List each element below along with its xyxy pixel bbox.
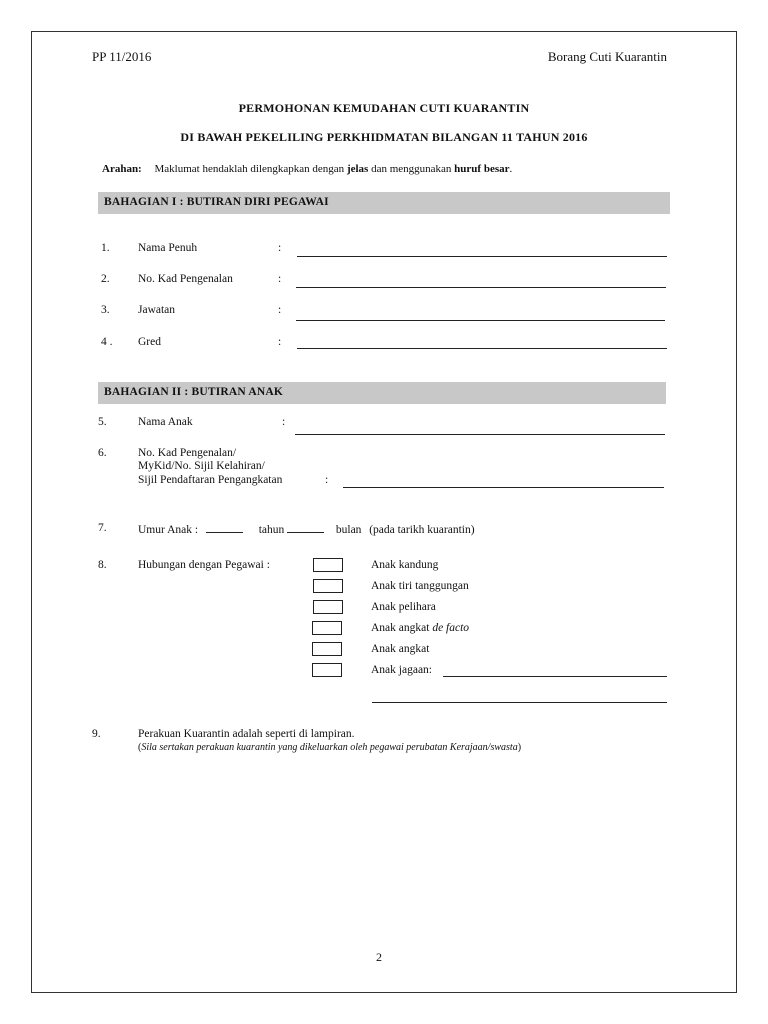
instruction-bold-clear: jelas <box>346 163 369 175</box>
note-open-paren: ( <box>138 742 142 753</box>
option-adopted-child: Anak angkat <box>371 643 430 655</box>
age-years-field[interactable] <box>206 522 243 533</box>
item5-number: 5. <box>98 416 107 428</box>
position-field[interactable] <box>296 320 665 321</box>
form-name: Borang Cuti Kuarantin <box>547 49 667 64</box>
form-title: PERMOHONAN KEMUDAHAN CUTI KUARANTIN <box>238 101 530 115</box>
ward-specify-field[interactable] <box>443 676 667 677</box>
months-label: bulan <box>335 524 362 536</box>
option-de-facto-adopted-label: Anak angkat <box>371 622 433 634</box>
checkbox-de-facto-adopted[interactable] <box>312 621 342 635</box>
instruction-label: Arahan: <box>102 163 142 175</box>
page-number: 2 <box>376 950 382 964</box>
child-age <box>138 522 475 536</box>
option-foster-child: Anak pelihara <box>371 601 436 613</box>
child-id-colon: : <box>325 474 329 486</box>
age-months-field[interactable] <box>287 522 324 533</box>
age-note: (pada tarikh kuarantin) <box>369 524 475 536</box>
item7-number: 7. <box>98 522 107 534</box>
item1-number: 1. <box>101 242 110 254</box>
quarantine-certificate-text: Perakuan Kuarantin adalah seperti di lampiran. <box>138 728 355 740</box>
child-name-colon: : <box>282 416 286 428</box>
page-border <box>31 31 737 993</box>
option-ward: Anak jagaan: <box>371 664 432 676</box>
years-label: tahun <box>258 524 285 536</box>
child-id-label-line2: MyKid/No. Sijil Kelahiran/ <box>138 460 265 472</box>
item8-number: 8. <box>98 559 107 571</box>
document-code: PP 11/2016 <box>92 49 152 64</box>
option-dependent-stepchild: Anak tiri tanggungan <box>371 580 469 592</box>
grade-label: Gred <box>138 336 161 348</box>
full-name-field[interactable] <box>297 256 667 257</box>
child-name-label: Nama Anak <box>138 416 193 428</box>
instruction-text-middle: dan menggunakan <box>368 163 455 175</box>
ic-number-colon: : <box>278 273 282 285</box>
child-id-label-line1: No. Kad Pengenalan/ <box>138 447 237 459</box>
child-name-field[interactable] <box>295 434 665 435</box>
grade-colon: : <box>278 336 282 348</box>
position-colon: : <box>278 304 282 316</box>
checkbox-biological-child[interactable] <box>313 558 343 572</box>
checkbox-adopted-child[interactable] <box>312 642 342 656</box>
full-name-colon: : <box>278 242 282 254</box>
form-subtitle: DI BAWAH PEKELILING PERKHIDMATAN BILANGAN 11 TAHUN 2016 <box>180 130 588 144</box>
item2-number: 2. <box>101 273 110 285</box>
full-name-label: Nama Penuh <box>138 242 198 254</box>
section1-header: BAHAGIAN I : BUTIRAN DIRI PEGAWAI <box>98 192 670 214</box>
item4-number: 4 . <box>101 336 113 348</box>
option-biological-child: Anak kandung <box>371 559 439 571</box>
instruction-bold-capital: huruf besar <box>454 163 510 175</box>
item6-number: 6. <box>98 447 107 459</box>
grade-field[interactable] <box>297 348 667 349</box>
item9-number: 9. <box>92 728 101 740</box>
de-facto-italic: de facto <box>432 622 470 634</box>
note-close-paren: ) <box>517 742 522 753</box>
instruction-text-before: Maklumat hendaklah dilengkapkan dengan <box>154 163 347 175</box>
checkbox-dependent-stepchild[interactable] <box>313 579 343 593</box>
instruction-text-after: . <box>509 163 513 175</box>
instruction <box>102 163 512 175</box>
child-id-field[interactable] <box>343 487 664 488</box>
child-age-label: Umur Anak : <box>138 524 199 536</box>
child-id-label-line3: Sijil Pendaftaran Pengangkatan <box>138 474 283 486</box>
section2-header: BAHAGIAN II : BUTIRAN ANAK <box>98 382 666 404</box>
note-text: Sila sertakan perakuan kuarantin yang dikeluarkan oleh pegawai perubatan Kerajaan/swasta <box>141 742 518 753</box>
ic-number-field[interactable] <box>296 287 666 288</box>
checkbox-ward[interactable] <box>312 663 342 677</box>
position-label: Jawatan <box>138 304 176 316</box>
quarantine-certificate-note <box>138 742 521 753</box>
option-de-facto-adopted <box>371 622 469 634</box>
checkbox-foster-child[interactable] <box>313 600 343 614</box>
relationship-label: Hubungan dengan Pegawai : <box>138 559 270 571</box>
ward-specify-field-line2[interactable] <box>372 702 667 703</box>
item3-number: 3. <box>101 304 110 316</box>
ic-number-label: No. Kad Pengenalan <box>138 273 233 285</box>
